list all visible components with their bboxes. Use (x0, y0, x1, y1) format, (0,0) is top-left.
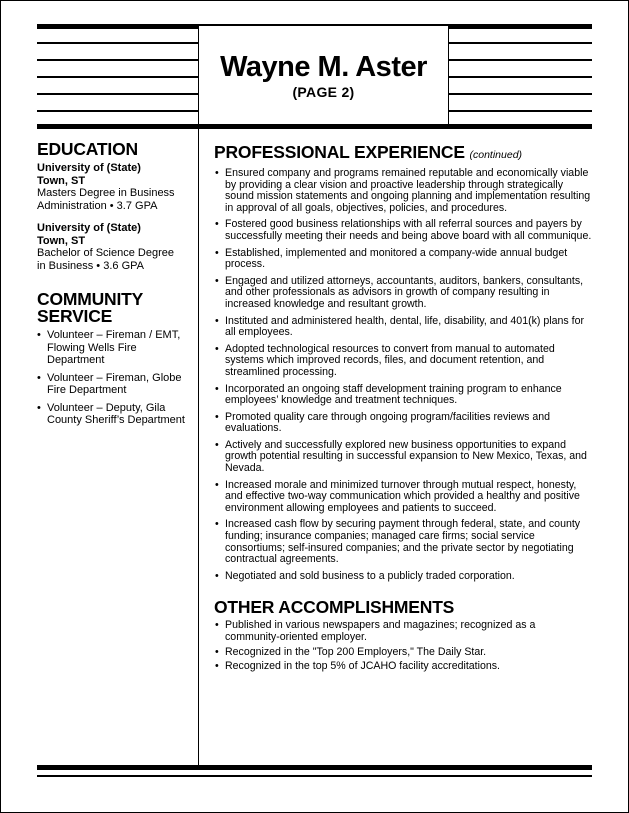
accomplishments-list (214, 620, 592, 672)
left-column (37, 141, 187, 432)
header-rule-left-3 (37, 76, 198, 78)
page-label: (PAGE 2) (292, 84, 355, 100)
list-item: • Established, implemented and monitored a company-wide annual budget process. (214, 248, 592, 271)
list-item: • Ensured company and programs remained reputable and economically viable by providing a clear vision and proactive leadership through strategically sound mission statements and ongoing planning and implementation resulting in approval of all goals, objectives, policies, and procedures. (214, 168, 592, 214)
list-item: • Instituted and administered health, dental, life, disability, and 401(k) plans for all employees. (214, 316, 592, 339)
accomplishments-title: OTHER ACCOMPLISHMENTS (214, 597, 455, 618)
list-item: • Negotiated and sold business to a publicly traded corporation. (214, 571, 592, 583)
experience-title (214, 143, 592, 165)
right-column (214, 143, 592, 676)
list-item: • Fostered good business relationships with all referral sources and payers by successfully meeting their needs and being above board with all communique. (214, 219, 592, 242)
header-rule-right-1 (447, 42, 592, 44)
list-item: • Actively and successfully explored new business opportunities to expand growth potential resulting in successful expansion to New Mexico, Texas, and Nevada. (214, 440, 592, 475)
list-item: • Promoted quality care through ongoing program/facilities reviews and evaluations. (214, 412, 592, 435)
column-divider (198, 129, 199, 765)
list-item: • Recognized in the top 5% of JCAHO facility accreditations. (214, 661, 592, 673)
list-item: • Adopted technological resources to convert from manual to automated systems which improved records, files, and document retention, and streamlined processing. (214, 344, 592, 379)
list-item: • Volunteer – Fireman / EMT, Flowing Wells Fire Department (37, 329, 187, 367)
degree-line: in Business • 3.6 GPA (37, 259, 144, 272)
header-rule-left-1 (37, 42, 198, 44)
bottom-thin-rule (37, 775, 592, 777)
school-location: Town, ST (37, 234, 86, 247)
header-rule-right-4 (447, 93, 592, 95)
header-rule-right-5 (447, 110, 592, 112)
experience-title-text: PROFESSIONAL EXPERIENCE (214, 142, 465, 162)
education-title: EDUCATION (37, 139, 138, 159)
header-rule-left-2 (37, 59, 198, 61)
degree-line: Administration • 3.7 GPA (37, 199, 158, 212)
list-item: • Volunteer – Fireman, Globe Fire Department (37, 372, 187, 397)
bottom-thick-rule (37, 765, 592, 770)
list-item: • Incorporated an ongoing staff development training program to enhance employees’ knowledge and treatment techniques. (214, 384, 592, 407)
list-item: • Published in various newspapers and magazines; recognized as a community-oriented employer. (214, 620, 592, 643)
school-location: Town, ST (37, 174, 86, 187)
header-rule-left-5 (37, 110, 198, 112)
list-item: • Volunteer – Deputy, Gila County Sheriff’s Department (37, 402, 187, 427)
candidate-name: Wayne M. Aster (220, 51, 427, 83)
degree-line: Bachelor of Science Degree (37, 247, 174, 259)
name-box (198, 26, 449, 129)
community-list (37, 329, 187, 427)
school-name: University of (State) (37, 222, 141, 234)
header-bottom-thick-rule (37, 124, 592, 129)
header-rule-left-4 (37, 93, 198, 95)
header-rule-right-2 (447, 59, 592, 61)
degree-line: Masters Degree in Business (37, 187, 175, 199)
education-entry (37, 222, 187, 272)
experience-list (214, 168, 592, 582)
community-title-line1: COMMUNITY (37, 289, 144, 309)
education-entry (37, 162, 187, 212)
header-rule-right-3 (447, 76, 592, 78)
list-item: • Increased cash flow by securing payment through federal, state, and county funding; insurance companies; managed care firms; social service consortiums; self-insured companies; and the private sector by negotiating contractual agreements. (214, 519, 592, 565)
list-item: • Engaged and utilized attorneys, accountants, auditors, bankers, consultants, and other professionals as advisors in growth of company resulting in increased knowledge and resultant growth. (214, 276, 592, 311)
school-name: University of (State) (37, 162, 141, 174)
list-item: • Increased morale and minimized turnover through mutual respect, honesty, and effective two-way communication which provided a healthy and positive environment allowing employees and patients to succeed. (214, 480, 592, 515)
community-title-line2: SERVICE (37, 306, 113, 326)
continued-label: (continued) (469, 149, 523, 161)
list-item: • Recognized in the "Top 200 Employers," The Daily Star. (214, 647, 592, 659)
